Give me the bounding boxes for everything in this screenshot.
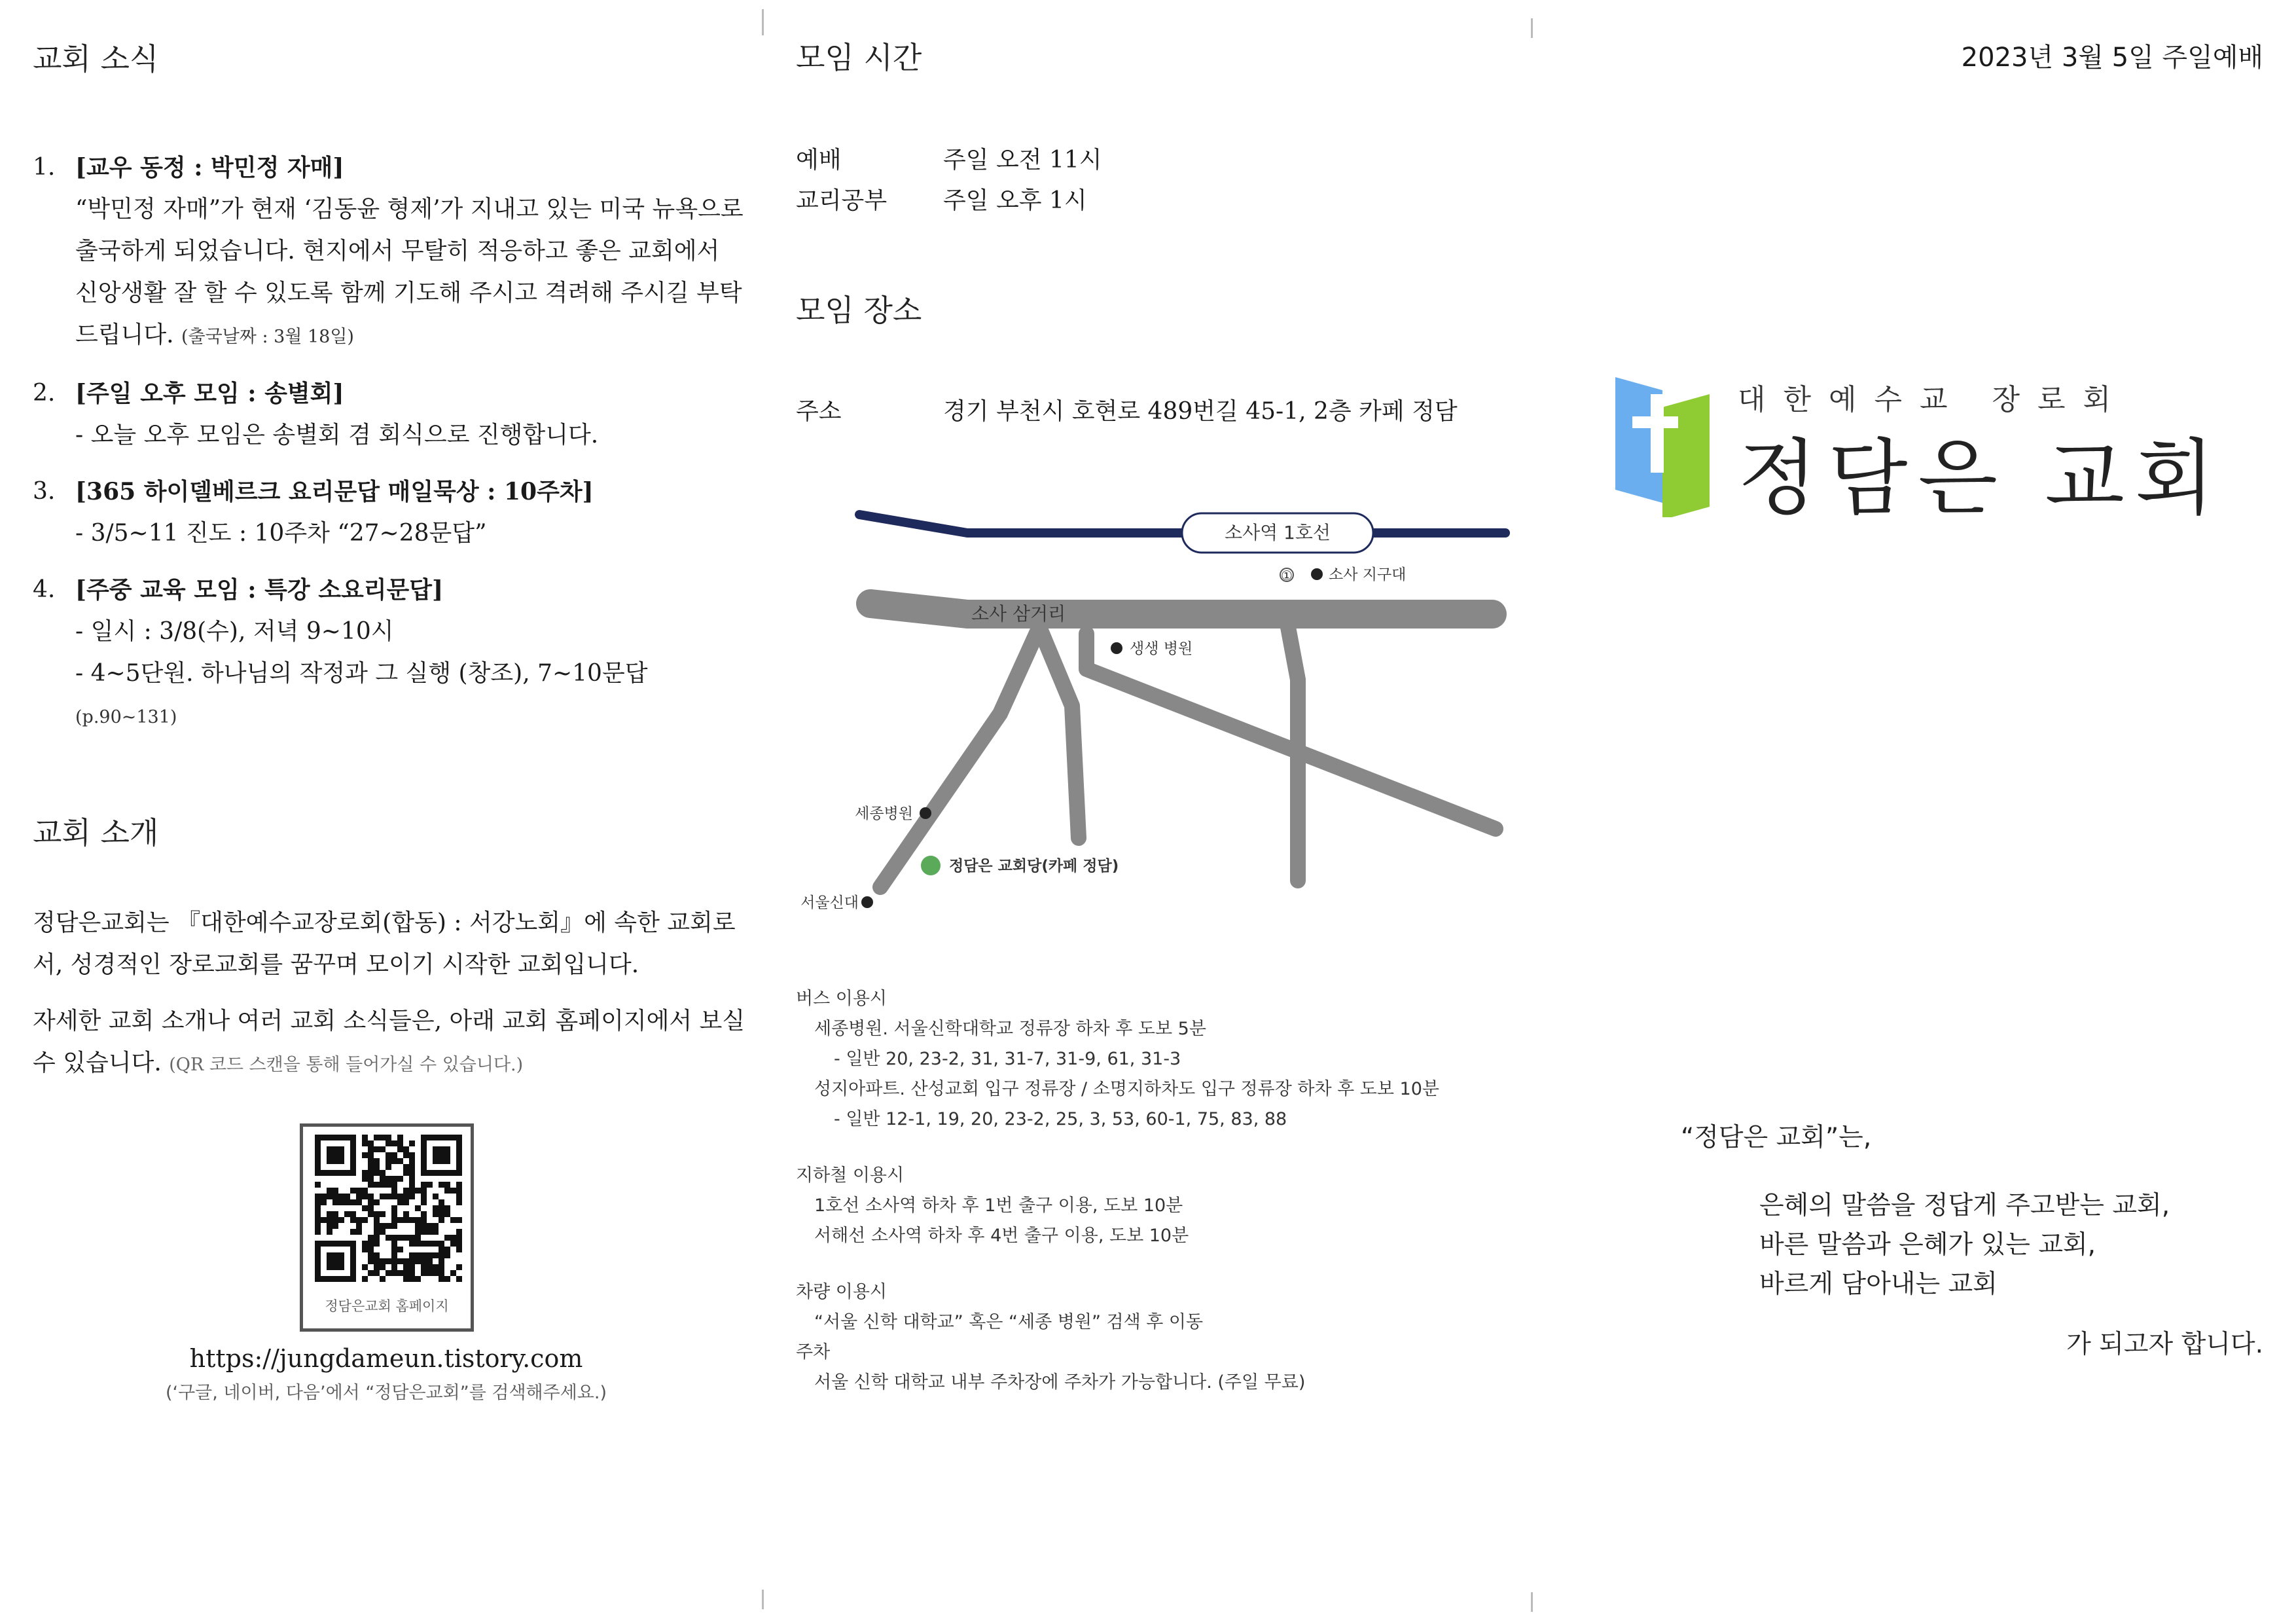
homepage-url-note: (‘구글, 네이버, 다음’에서 “정담은교회”를 검색해주세요.) bbox=[165, 1383, 607, 1403]
railway-line bbox=[859, 515, 1182, 533]
news-note: (출국날짜 : 3월 18일) bbox=[181, 327, 354, 347]
news-body-2 bbox=[75, 653, 746, 739]
qr-code-icon bbox=[303, 1127, 471, 1290]
fold-mark-top-left bbox=[762, 9, 764, 35]
news-body: - 3/5~11 진도 : 10주차 “27~28문답” bbox=[75, 520, 487, 547]
bus-stop-2: 성지아파트. 산성교회 입구 정류장 / 소명지하차도 입구 정류장 하차 후 도보 10분 bbox=[814, 1079, 1439, 1099]
time-heading: 모임 시간 bbox=[796, 40, 922, 75]
church-label: 정담은 교회당(카페 정담) bbox=[949, 858, 1119, 875]
subway-line-2: 서해선 소사역 하차 후 4번 출구 이용, 도보 10분 bbox=[814, 1226, 1189, 1246]
news-list bbox=[33, 147, 746, 753]
road-west-branch bbox=[880, 627, 1039, 887]
car-title: 차량 이용시 bbox=[796, 1282, 887, 1302]
news-title: [주중 교육 모임 : 특강 소요리문답] bbox=[75, 576, 444, 604]
location-map bbox=[796, 484, 1549, 930]
station-label: 소사역 1호선 bbox=[1225, 522, 1331, 543]
address-label: 주소 bbox=[796, 398, 842, 425]
intro-heading: 교회 소개 bbox=[33, 815, 159, 850]
address-row bbox=[796, 393, 1458, 426]
road-main bbox=[870, 604, 1492, 614]
transit-info bbox=[796, 984, 1439, 1398]
news-title: [교우 동정 : 박민정 자매] bbox=[75, 154, 344, 181]
car-info: “서울 신학 대학교” 혹은 “세종 병원” 검색 후 이동 bbox=[814, 1312, 1204, 1332]
univ-label: 서울신대 bbox=[800, 894, 859, 911]
logo-title: 정담은 교회 bbox=[1738, 430, 2225, 526]
news-note: (p.90~131) bbox=[75, 707, 177, 727]
service-date: 2023년 3월 5일 주일예배 bbox=[1961, 43, 2263, 73]
address-value: 경기 부천시 호현로 489번길 45-1, 2층 카페 정담 bbox=[943, 398, 1458, 425]
intro-paragraph-text: 자세한 교회 소개나 여러 교회 소식들은, 아래 교회 홈페이지에서 보실 수 있습니다. bbox=[33, 1008, 745, 1076]
univ-marker bbox=[861, 896, 873, 908]
intro-paragraph-2 bbox=[33, 1000, 746, 1086]
news-number: 1. bbox=[33, 154, 56, 181]
hospital-marker bbox=[1111, 642, 1122, 654]
time-table bbox=[796, 140, 1102, 221]
news-body bbox=[75, 189, 746, 358]
fold-mark-top-right bbox=[1531, 18, 1533, 38]
news-item bbox=[33, 471, 746, 555]
fold-mark-bottom-right bbox=[1531, 1592, 1533, 1612]
motto-line: 바르게 담아내는 교회 bbox=[1759, 1269, 1998, 1299]
subway-title: 지하철 이용시 bbox=[796, 1165, 905, 1186]
motto-line: 은혜의 말씀을 정답게 주고받는 교회, bbox=[1759, 1191, 2170, 1220]
intro-text bbox=[33, 902, 746, 1101]
intro-note: (QR 코드 스캔을 통해 들어가실 수 있습니다.) bbox=[169, 1055, 524, 1075]
police-marker bbox=[1311, 568, 1323, 580]
news-item bbox=[33, 569, 746, 739]
news-body: - 오늘 오후 모임은 송별회 겸 회식으로 진행합니다. bbox=[75, 422, 599, 448]
parking-info: 서울 신학 대학교 내부 주차장에 주차가 가능합니다. (주일 무료) bbox=[814, 1372, 1306, 1393]
car-section bbox=[796, 1277, 1439, 1398]
time-row bbox=[796, 181, 1102, 221]
time-label: 예배 bbox=[796, 147, 842, 173]
motto-intro: “정담은 교회”는, bbox=[1681, 1123, 1872, 1152]
news-body-text: - 4~5단원. 하나님의 작정과 그 실행 (창조), 7~10문답 bbox=[75, 660, 648, 687]
homepage-url[interactable]: https://jungdameun.tistory.com bbox=[189, 1344, 583, 1373]
hospital-marker-2 bbox=[920, 807, 931, 819]
news-body: - 일시 : 3/8(수), 저녁 9~10시 bbox=[75, 618, 394, 645]
news-body-text: “박민정 자매”가 현재 ‘김동윤 형제’가 지내고 있는 미국 뉴욕으로 출국하게 되었습니다. 현지에서 무탈히 적응하고 좋은 교회에서 신앙생활 잘 할 수 있도록 함께 기도해 주시고 격려해 주시길 부탁드립니다. bbox=[75, 196, 744, 348]
news-number: 4. bbox=[33, 576, 56, 603]
news-number: 3. bbox=[33, 478, 56, 505]
subway-section bbox=[796, 1161, 1439, 1251]
bus-routes-1: - 일반 20, 23-2, 31, 31-7, 31-9, 61, 31-3 bbox=[834, 1049, 1181, 1069]
church-logo-icon bbox=[1611, 373, 1716, 517]
motto-line: 바른 말씀과 은혜가 있는 교회, bbox=[1759, 1230, 2096, 1260]
news-heading: 교회 소식 bbox=[33, 41, 159, 77]
news-title: [주일 오후 모임 : 송별회] bbox=[75, 380, 344, 407]
parking-title: 주차 bbox=[796, 1342, 831, 1362]
intro-paragraph: 정담은교회는 『대한예수교장로회(합동) : 서강노회』에 속한 교회로서, 성경적인 장로교회를 꿈꾸며 모이기 시작한 교회입니다. bbox=[33, 909, 736, 978]
fold-mark-bottom-left bbox=[762, 1590, 764, 1609]
bus-section bbox=[796, 984, 1439, 1135]
bus-stop-1: 세종병원. 서울신학대학교 정류장 하차 후 도보 5분 bbox=[814, 1019, 1206, 1039]
hospital-label: 생생 병원 bbox=[1130, 640, 1193, 657]
time-value: 주일 오전 11시 bbox=[943, 147, 1102, 173]
road-west-branch-2 bbox=[1039, 627, 1079, 838]
police-label: 소사 지구대 bbox=[1329, 566, 1407, 583]
news-title: [365 하이델베르크 요리문답 매일묵상 : 10주차] bbox=[75, 478, 594, 505]
junction-label: 소사 삼거리 bbox=[971, 603, 1066, 625]
bus-routes-2: - 일반 12-1, 19, 20, 23-2, 25, 3, 53, 60-1, 75, 83, 88 bbox=[834, 1109, 1287, 1129]
qr-code-frame[interactable] bbox=[300, 1123, 474, 1332]
church-marker[interactable] bbox=[921, 856, 941, 875]
motto-end: 가 되고자 합니다. bbox=[2066, 1330, 2263, 1359]
place-heading: 모임 장소 bbox=[796, 293, 922, 328]
news-item bbox=[33, 147, 746, 358]
time-label: 교리공부 bbox=[796, 187, 888, 214]
logo-subtitle: 대한예수교 장로회 bbox=[1738, 383, 2129, 416]
subway-line-1: 1호선 소사역 하차 후 1번 출구 이용, 도보 10분 bbox=[814, 1195, 1183, 1216]
time-row bbox=[796, 140, 1102, 181]
exit-label: ① bbox=[1281, 568, 1293, 583]
qr-caption: 정담은교회 홈페이지 bbox=[325, 1298, 449, 1314]
news-item bbox=[33, 373, 746, 456]
news-number: 2. bbox=[33, 380, 56, 407]
bus-title: 버스 이용시 bbox=[796, 989, 887, 1009]
hospital-label-2: 세종병원 bbox=[855, 805, 913, 822]
time-value: 주일 오후 1시 bbox=[943, 187, 1087, 214]
